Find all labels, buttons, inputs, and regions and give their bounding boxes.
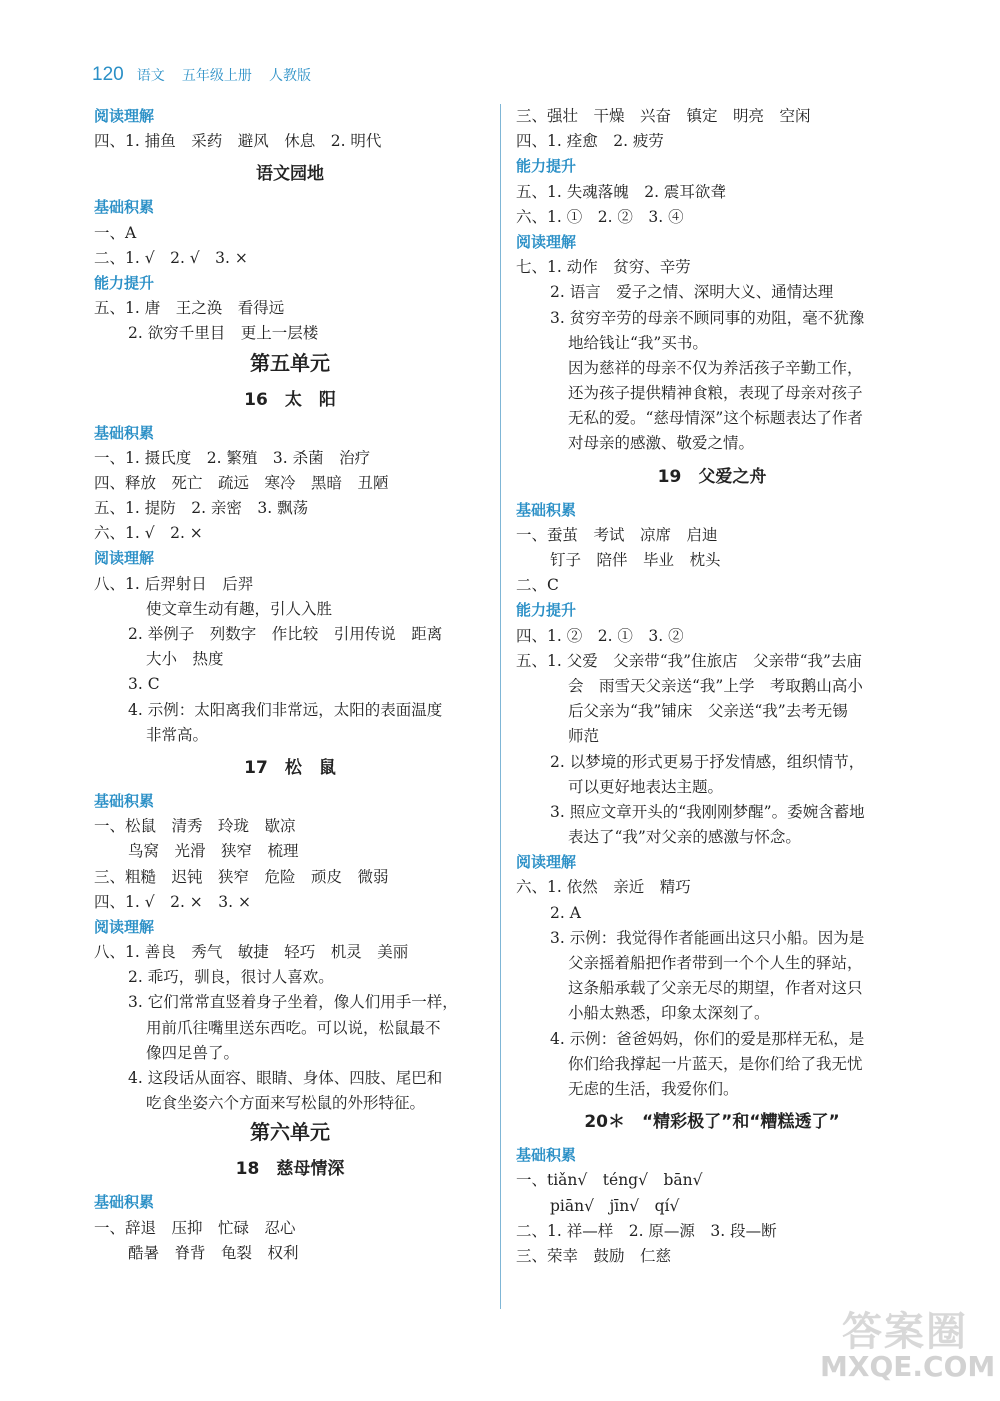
answer-line: 因为慈祥的母亲不仅为养活孩子辛勤工作， xyxy=(568,358,863,377)
answer-line: 八、1. 善良 秀气 敏捷 轻巧 机灵 美丽 xyxy=(94,943,409,962)
left-column xyxy=(94,104,486,1266)
answer-line: 2. 语言 爱子之情、深明大义、通情达理 xyxy=(550,283,834,302)
answer-line: 大小 热度 xyxy=(146,650,224,669)
section-heading: 基础积累 xyxy=(94,1193,155,1212)
section-heading: 基础积累 xyxy=(94,423,155,442)
answer-line: 一、蚕茧 考试 凉席 启迪 xyxy=(516,525,718,544)
lesson-title: 18 慈母情深 xyxy=(235,1159,345,1180)
section-heading: 能力提升 xyxy=(516,601,577,620)
section-heading: 阅读理解 xyxy=(94,549,155,568)
answer-line: 非常高。 xyxy=(146,725,209,744)
answer-line: 三、强壮 干燥 兴奋 镇定 明亮 空闲 xyxy=(516,107,811,125)
section-heading: 基础积累 xyxy=(516,500,577,519)
answer-line: 五、1. 唐 王之涣 看得远 xyxy=(94,299,285,318)
answer-line: 无虑的生活，我爱你们。 xyxy=(568,1079,739,1098)
answer-line: 四、1. ② 2. ① 3. ② xyxy=(516,626,684,645)
watermark-text: 答案圈 xyxy=(842,1309,968,1355)
answer-line: 三、荣幸 鼓励 仁慈 xyxy=(516,1246,672,1265)
answer-line: 五、1. 失魂落魄 2. 震耳欲聋 xyxy=(516,182,726,201)
answer-line: 还为孩子提供精神食粮，表现了母亲对孩子 xyxy=(568,384,863,403)
answer-line: 六、1. √ 2. × xyxy=(94,524,203,543)
answer-line: 吃食坐姿六个方面来写松鼠的外形特征。 xyxy=(146,1094,426,1113)
answer-line: 3. 示例：我觉得作者能画出这只小船。因为是 xyxy=(550,928,865,947)
answer-line: 4. 示例：太阳离我们非常远，太阳的表面温度 xyxy=(128,700,443,719)
answer-line: 二、C xyxy=(516,576,559,595)
answer-line: 五、1. 父爱 父亲带“我”住旅店 父亲带“我”去庙 xyxy=(516,651,862,670)
watermark xyxy=(820,1300,996,1392)
answer-line: 像四足兽了。 xyxy=(146,1043,240,1062)
unit-title: 第五单元 xyxy=(250,350,330,375)
answer-line: 地给钱让“我”买书。 xyxy=(568,333,708,352)
answer-line: 一、辞退 压抑 忙碌 忍心 xyxy=(94,1218,296,1237)
answer-line: 三、粗糙 迟钝 狭窄 危险 顽皮 微弱 xyxy=(94,867,389,886)
answer-line: 无私的爱。“慈母情深”这个标题表达了作者 xyxy=(568,409,863,428)
answer-line: 一、A xyxy=(94,223,137,242)
subject-label: 语文 xyxy=(136,68,165,84)
lesson-title: 16 太 阳 xyxy=(244,389,336,410)
answer-line: 六、1. ① 2. ② 3. ④ xyxy=(516,207,684,226)
answer-line: 五、1. 提防 2. 亲密 3. 飘荡 xyxy=(94,499,309,518)
answer-line: 鸟窝 光滑 狭窄 梳理 xyxy=(128,842,299,861)
lesson-title: 20＊ “精彩极了”和“糟糕透了” xyxy=(584,1112,840,1133)
lesson-title: 19 父爱之舟 xyxy=(657,466,767,487)
answer-line: 四、释放 死亡 疏远 寒冷 黑暗 丑陋 xyxy=(94,473,389,492)
answer-line: 二、1. √ 2. √ 3. × xyxy=(94,248,248,267)
answer-line: 一、松鼠 清秀 玲珑 歇凉 xyxy=(94,817,296,836)
column-divider xyxy=(500,104,501,1309)
answer-line: 3. 照应文章开头的“我刚刚梦醒”。委婉含蓄地 xyxy=(550,802,865,821)
lesson-title: 17 松 鼠 xyxy=(244,757,336,778)
answer-line: 一、1. 摄氏度 2. 繁殖 3. 杀菌 治疗 xyxy=(94,448,371,467)
answer-line: 四、1. √ 2. × 3. × xyxy=(94,892,251,911)
answer-line: 钉子 陪伴 毕业 枕头 xyxy=(550,551,721,569)
answer-line: 2. A xyxy=(550,903,581,922)
answer-line: 4. 这段话从面容、眼睛、身体、四肢、尾巴和 xyxy=(128,1069,443,1087)
lesson-title: 语文园地 xyxy=(256,164,324,185)
answer-line: 师范 xyxy=(568,727,600,746)
answer-line: 对母亲的感激、敬爱之情。 xyxy=(568,434,755,453)
answer-line: 这条船承载了父亲无尽的期望，作者对这只 xyxy=(568,979,863,998)
section-heading: 能力提升 xyxy=(516,157,577,176)
section-heading: 阅读理解 xyxy=(94,107,155,125)
answer-line: 可以更好地表达主题。 xyxy=(568,777,724,796)
page-header xyxy=(92,64,323,88)
answer-line: 二、1. 祥—样 2. 原—源 3. 段—断 xyxy=(516,1221,777,1240)
grade-label: 五年级上册 xyxy=(181,68,252,84)
answer-line: 用前爪往嘴里送东西吃。可以说，松鼠最不 xyxy=(146,1018,441,1037)
answer-line: 2. 欲穷千里目 更上一层楼 xyxy=(128,324,319,343)
page-number: 120 xyxy=(92,64,124,85)
section-heading: 基础积累 xyxy=(94,791,155,810)
answer-line: 3. 它们常常直竖着身子坐着，像人们用手一样， xyxy=(128,993,458,1012)
answer-line: 3. C xyxy=(128,675,160,694)
section-heading: 基础积累 xyxy=(516,1146,577,1165)
answer-line: 使文章生动有趣，引人入胜 xyxy=(146,599,333,618)
answer-line: 2. 乖巧，驯良，很讨人喜欢。 xyxy=(128,968,334,987)
right-column xyxy=(516,104,908,1269)
section-heading: 阅读理解 xyxy=(94,917,155,936)
answer-line: 四、1. 痊愈 2. 疲劳 xyxy=(516,132,664,151)
answer-line: 七、1. 动作 贫穷、辛劳 xyxy=(516,258,691,277)
section-heading: 阅读理解 xyxy=(516,853,577,872)
watermark-url: MXQE.COM xyxy=(820,1350,996,1383)
section-heading: 基础积累 xyxy=(94,198,155,217)
answer-line: 4. 示例：爸爸妈妈，你们的爱是那样无私，是 xyxy=(550,1029,865,1048)
answer-line: 3. 贫穷辛劳的母亲不顾同事的劝阻，毫不犹豫 xyxy=(550,308,865,327)
answer-line: piān√ jīn√ qí√ xyxy=(550,1196,680,1215)
answer-line: 小船太熟悉，印象太深刻了。 xyxy=(568,1004,770,1023)
answer-line: 2. 举例子 列数字 作比较 引用传说 距离 xyxy=(128,625,443,643)
unit-title: 第六单元 xyxy=(250,1120,330,1145)
edition-label: 人教版 xyxy=(268,68,311,84)
answer-line: 四、1. 捕鱼 采药 避风 休息 2. 明代 xyxy=(94,132,382,151)
answer-line: 后父亲为“我”铺床 父亲送“我”去考无锡 xyxy=(568,702,848,721)
section-heading: 能力提升 xyxy=(94,273,155,292)
answer-line: 酷暑 脊背 龟裂 权利 xyxy=(128,1243,299,1262)
answer-line: 你们给我撑起一片蓝天，是你们给了我无忧 xyxy=(568,1054,863,1073)
answer-line: 八、1. 后羿射日 后羿 xyxy=(94,574,254,593)
answer-line: 会 雨雪天父亲送“我”上学 考取鹅山高小 xyxy=(568,676,863,695)
answer-line: 六、1. 依然 亲近 精巧 xyxy=(516,878,691,897)
answer-line: 一、tiǎn√ téng√ bān√ xyxy=(516,1171,703,1190)
answer-line: 2. 以梦境的形式更易于抒发情感，组织情节， xyxy=(550,752,865,771)
answer-line: 表达了“我”对父亲的感激与怀念。 xyxy=(568,828,801,847)
section-heading: 阅读理解 xyxy=(516,232,577,251)
answer-line: 父亲摇着船把作者带到一个个人生的驿站， xyxy=(568,954,863,972)
